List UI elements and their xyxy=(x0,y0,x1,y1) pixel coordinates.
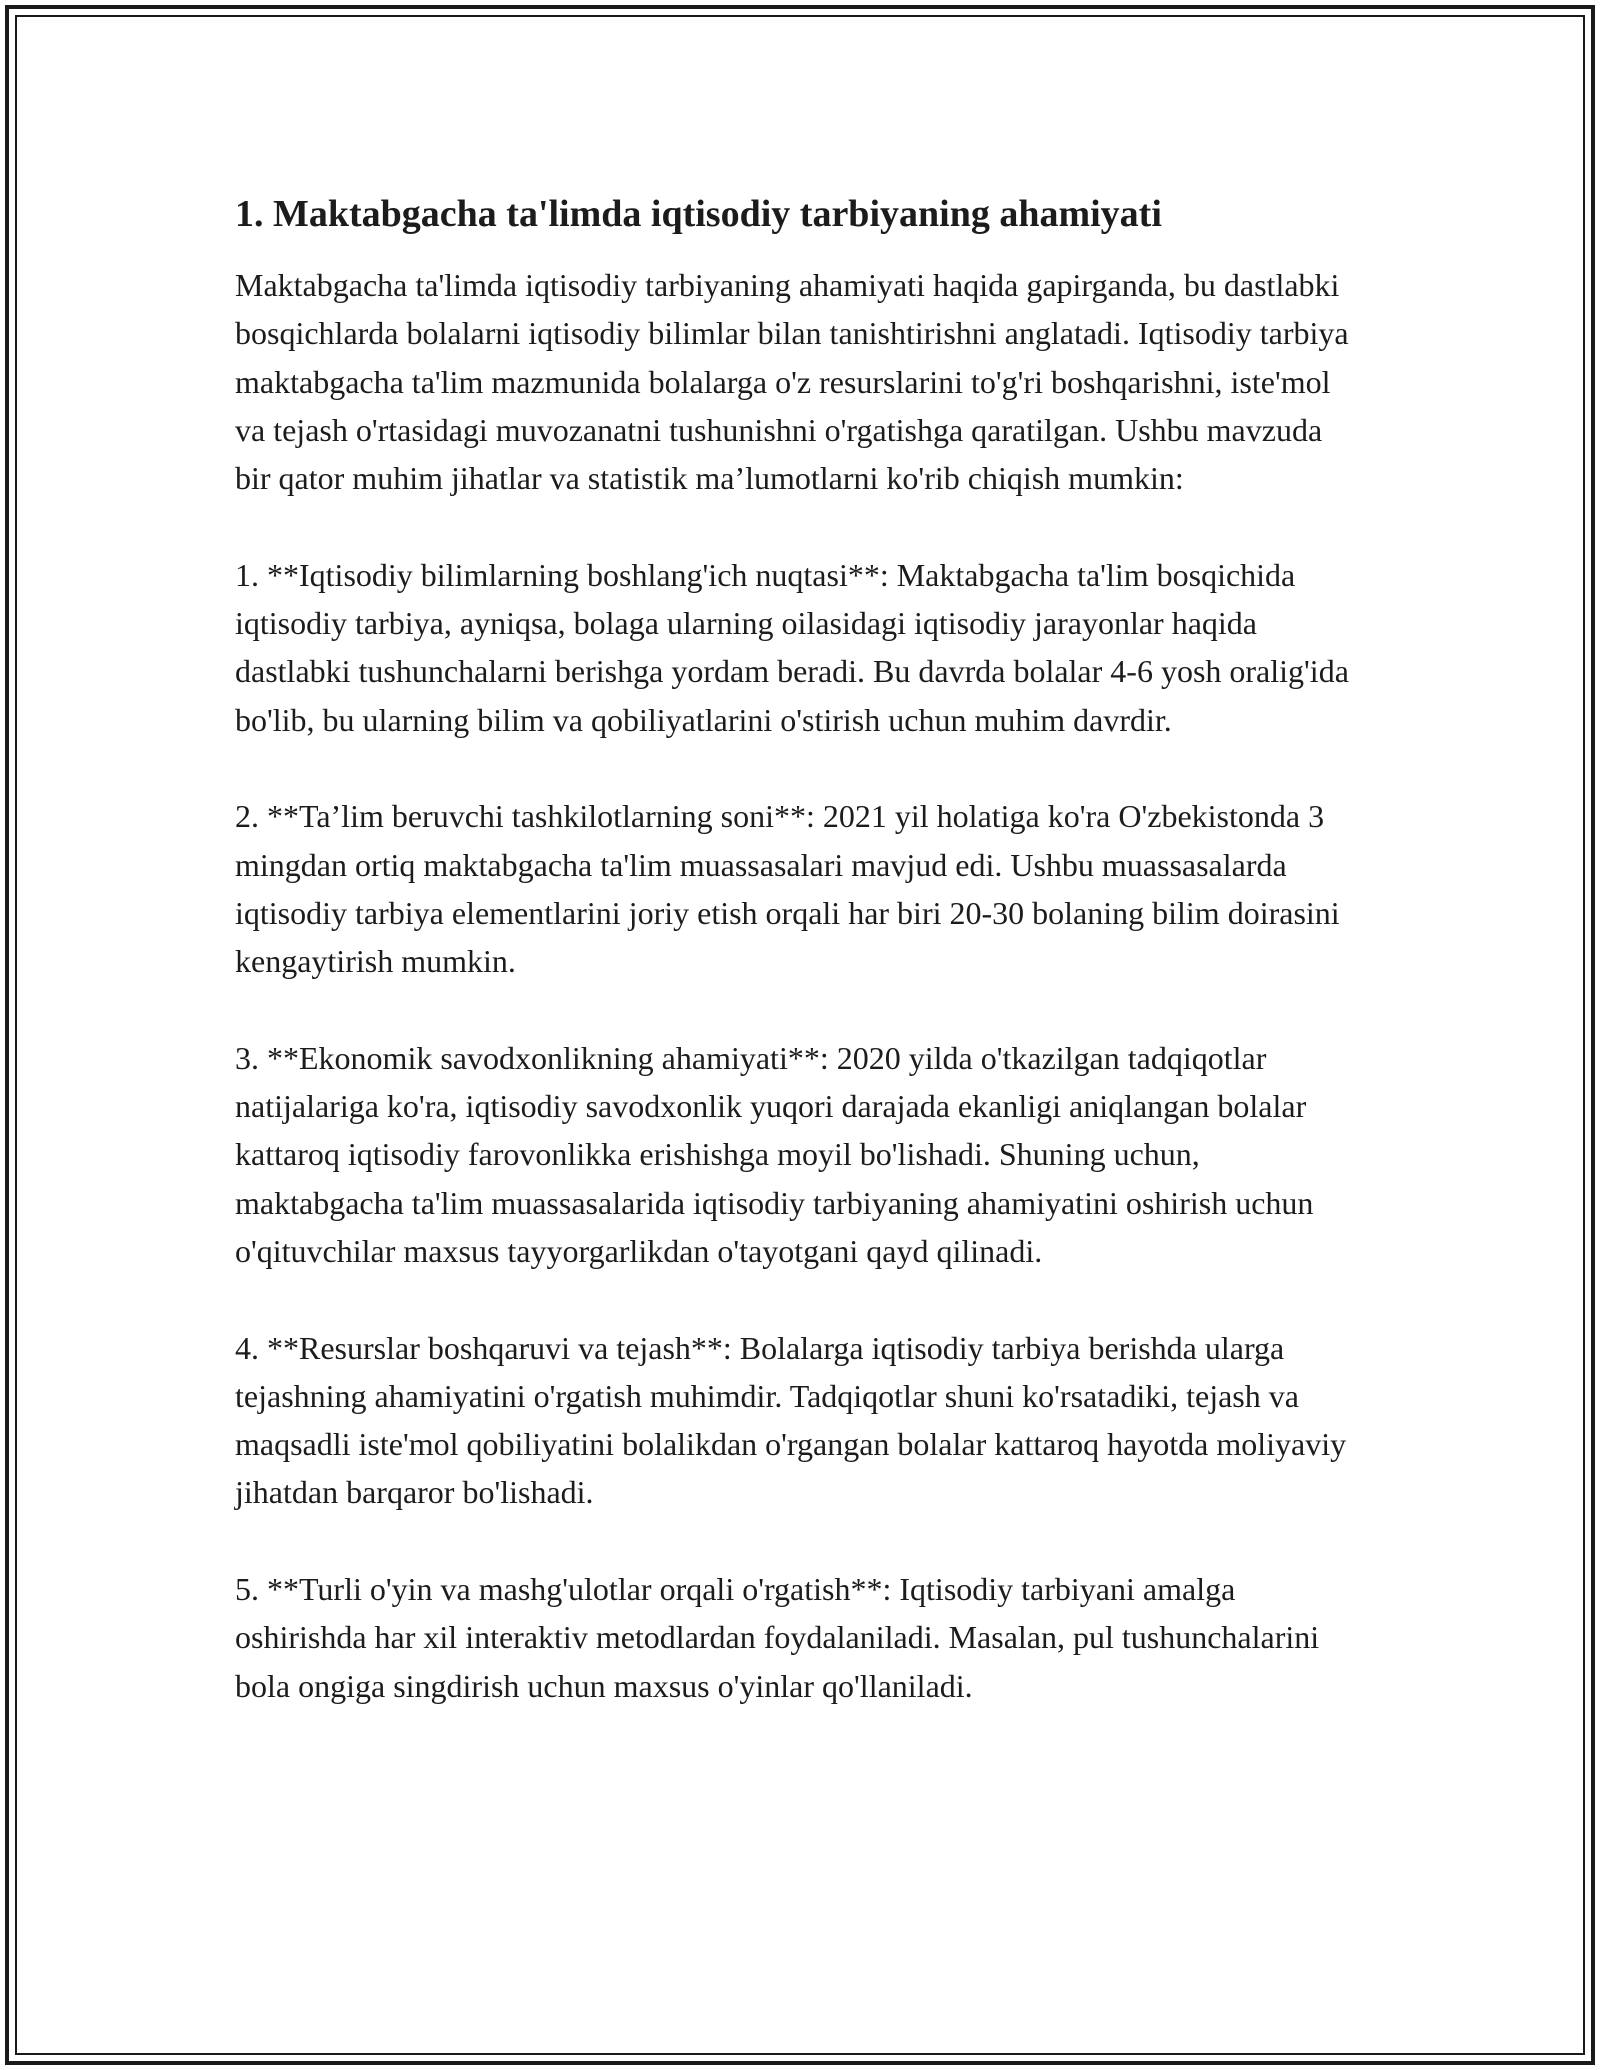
intro-paragraph: Maktabgacha ta'limda iqtisodiy tarbiyaning ahamiyati haqida gapirganda, bu dastlabki bosqichlarda bolalarni iqtisodiy bilimlar bilan tanishtirishni anglatadi. Iqtisodiy tarbiya maktabgacha ta'lim mazmunida bolalarga o'z resurslarini to'g'ri boshqarishni, iste'mol va tejash o'rtasidagi muvozanatni tushunishni o'rgatishga qaratilgan. Ushbu mavzuda bir qator muhim jihatlar va statistik ma’lumotlarni ko'rib chiqish mumkin: xyxy=(235,267,1349,497)
list-item-2: 2. **Ta’lim beruvchi tashkilotlarning soni**: 2021 yil holatiga ko'ra O'zbekistonda 3 mingdan ortiq maktabgacha ta'lim muassasalari mavjud edi. Ushbu muassasalarda iqtisodiy tarbiya elementlarini joriy etish orqali har biri 20-30 bolaning bilim doirasini kengaytirish mumkin. xyxy=(235,798,1340,980)
document-title: 1. Maktabgacha ta'limda iqtisodiy tarbiyaning ahamiyati xyxy=(235,193,1162,235)
list-item-1: 1. **Iqtisodiy bilimlarning boshlang'ich nuqtasi**: Maktabgacha ta'lim bosqichida iqtisodiy tarbiya, ayniqsa, bolaga ularning oilasidagi iqtisodiy jarayonlar haqida dastlabki tushunchalarni berishga yordam beradi. Bu davrda bolalar 4-6 yosh oralig'ida bo'lib, bu ularning bilim va qobiliyatlarini o'stirish uchun muhim davrdir. xyxy=(235,556,1349,738)
document-body xyxy=(235,188,1365,1758)
list-item-4: 4. **Resurslar boshqaruvi va tejash**: Bolalarga iqtisodiy tarbiya berishda ularga tejashning ahamiyatini o'rgatish muhimdir. Tadqiqotlar shuni ko'rsatadiki, tejash va maqsadli iste'mol qobiliyatini bolalikdan o'rgangan bolalar kattaroq hayotda moliyaviy jihatdan barqaror bo'lishadi. xyxy=(235,1329,1347,1511)
list-item-3: 3. **Ekonomik savodxonlikning ahamiyati**: 2020 yilda o'tkazilgan tadqiqotlar natijalariga ko'ra, iqtisodiy savodxonlik yuqori darajada ekanligi aniqlangan bolalar kattaroq iqtisodiy farovonlikka erishishga moyil bo'lishadi. Shuning uchun, maktabgacha ta'lim muassasalarida iqtisodiy tarbiyaning ahamiyatini oshirish uchun o'qituvchilar maxsus tayyorgarlikdan o'tayotgani qayd qilinadi. xyxy=(235,1039,1314,1269)
list-item-5: 5. **Turli o'yin va mashg'ulotlar orqali o'rgatish**: Iqtisodiy tarbiyani amalga oshirishda har xil interaktiv metodlardan foydalaniladi. Masalan, pul tushunchalarini bola ongiga singdirish uchun maxsus o'yinlar qo'llaniladi. xyxy=(235,1571,1320,1704)
